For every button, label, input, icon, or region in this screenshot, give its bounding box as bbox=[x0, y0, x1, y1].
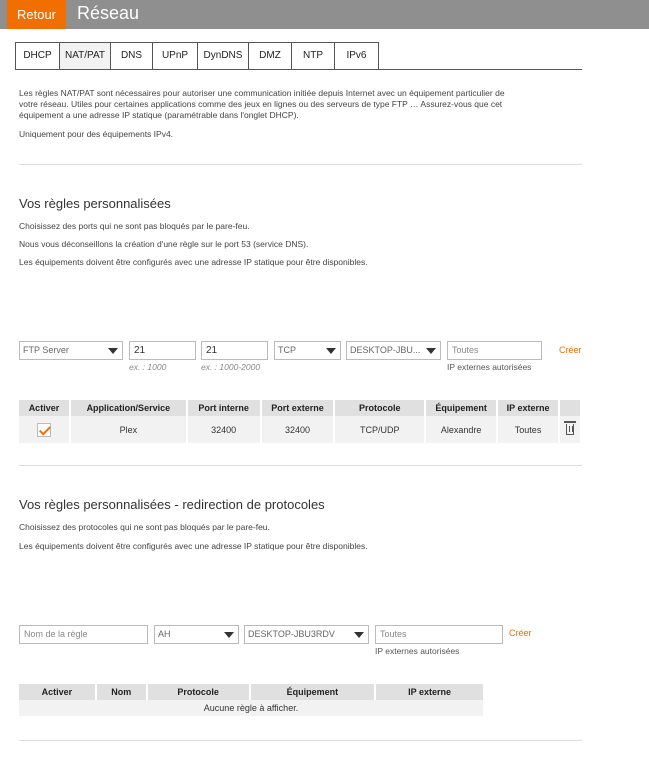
protocol-device-select[interactable] bbox=[244, 625, 369, 644]
col-equipement: Équipement bbox=[250, 684, 376, 700]
col-protocole: Protocole bbox=[334, 400, 425, 416]
col-equipement: Équipement bbox=[425, 400, 497, 416]
table-header-row bbox=[19, 400, 581, 416]
col-port-interne: Port interne bbox=[187, 400, 261, 416]
device-cell: Alexandre bbox=[425, 416, 497, 443]
protocol-type-select-value: AH bbox=[158, 629, 171, 639]
external-port-cell: 32400 bbox=[261, 416, 335, 443]
tab-dyndns[interactable]: DynDNS bbox=[197, 42, 248, 70]
tab-upnp[interactable]: UPnP bbox=[152, 42, 197, 70]
protocol-cell: TCP/UDP bbox=[334, 416, 425, 443]
rules-desc-2: Nous vous déconseillons la création d'une règle sur le port 53 (service DNS). bbox=[19, 239, 309, 249]
delete-cell bbox=[559, 416, 581, 443]
create-rule-button[interactable]: Créer bbox=[559, 345, 582, 355]
rules-desc-1: Choisissez des ports qui ne sont pas bloqués par le pare-feu. bbox=[19, 221, 250, 231]
chevron-down-icon bbox=[426, 348, 436, 354]
activate-cell bbox=[19, 416, 70, 443]
page-title: Réseau bbox=[77, 3, 140, 23]
external-ip-input[interactable]: Toutes bbox=[447, 341, 542, 360]
col-application: Application/Service bbox=[70, 400, 187, 416]
rules-table bbox=[19, 400, 582, 443]
external-port-input[interactable]: 21 bbox=[201, 341, 268, 360]
intro-line-3: équipement a une adresse IP statique (paramétrable dans l'onglet DHCP). bbox=[19, 110, 299, 120]
intro-ipv4-note: Uniquement pour des équipements IPv4. bbox=[19, 129, 174, 139]
tab-bar bbox=[15, 42, 379, 70]
tab-ntp[interactable]: NTP bbox=[291, 42, 334, 70]
application-select-value: FTP Server bbox=[23, 345, 69, 355]
protocols-section-title: Vos règles personnalisées - redirection de protocoles bbox=[19, 497, 325, 512]
tab-dns[interactable]: DNS bbox=[110, 42, 152, 70]
header-bar bbox=[0, 0, 649, 29]
chevron-down-icon bbox=[224, 632, 234, 638]
external-port-hint: ex. : 1000-2000 bbox=[201, 362, 261, 372]
rule-name-input[interactable]: Nom de la règle bbox=[19, 625, 148, 644]
protocol-select-value: TCP bbox=[278, 345, 296, 355]
tab-dmz[interactable]: DMZ bbox=[248, 42, 291, 70]
section-divider bbox=[19, 465, 582, 466]
protocol-select[interactable] bbox=[274, 341, 341, 360]
tab-dhcp[interactable]: DHCP bbox=[15, 42, 59, 70]
device-select-value: DESKTOP-JBU... bbox=[350, 345, 421, 355]
protocols-table bbox=[19, 684, 485, 716]
protocols-desc-1: Choisissez des protocoles qui ne sont pas bloqués par le pare-feu. bbox=[19, 522, 270, 532]
protocol-device-select-value: DESKTOP-JBU3RDV bbox=[248, 629, 335, 639]
chevron-down-icon bbox=[326, 348, 336, 354]
internal-port-hint: ex. : 1000 bbox=[129, 362, 167, 372]
table-header-row bbox=[19, 684, 484, 700]
protocol-external-ip-hint: IP externes autorisées bbox=[375, 646, 460, 656]
trash-icon[interactable] bbox=[566, 424, 574, 435]
col-port-externe: Port externe bbox=[261, 400, 335, 416]
col-ip-externe: IP externe bbox=[375, 684, 484, 700]
tabs-divider bbox=[15, 69, 582, 70]
internal-port-cell: 32400 bbox=[187, 416, 261, 443]
col-activer: Activer bbox=[19, 684, 96, 700]
application-cell: Plex bbox=[70, 416, 187, 443]
table-row bbox=[19, 700, 484, 716]
col-activer: Activer bbox=[19, 400, 70, 416]
section-divider bbox=[19, 740, 582, 741]
device-select[interactable] bbox=[346, 341, 441, 360]
intro-line-2: votre réseau. Utiles pour certaines applications comme des jeux en lignes ou des serveurs de type FTP … Assurez-vous que cet bbox=[19, 99, 503, 109]
col-actions bbox=[559, 400, 581, 416]
internal-port-input[interactable]: 21 bbox=[129, 341, 196, 360]
activate-checkbox[interactable] bbox=[37, 423, 51, 437]
empty-message: Aucune règle à afficher. bbox=[19, 700, 484, 716]
tab-ipv6[interactable]: IPv6 bbox=[334, 42, 379, 70]
back-button[interactable]: Retour bbox=[7, 0, 66, 29]
protocol-type-select[interactable] bbox=[154, 625, 239, 644]
ip-cell: Toutes bbox=[497, 416, 559, 443]
col-ip-externe: IP externe bbox=[497, 400, 559, 416]
application-select[interactable] bbox=[19, 341, 123, 360]
col-protocole: Protocole bbox=[147, 684, 250, 700]
table-row bbox=[19, 416, 581, 443]
protocols-desc-2: Les équipements doivent être configurés avec une adresse IP statique pour être disponibles. bbox=[19, 541, 368, 551]
create-protocol-rule-button[interactable]: Créer bbox=[509, 628, 532, 638]
protocol-external-ip-input[interactable]: Toutes bbox=[375, 625, 503, 644]
external-ip-hint: IP externes autorisées bbox=[447, 362, 532, 372]
chevron-down-icon bbox=[108, 348, 118, 354]
section-divider bbox=[19, 164, 582, 165]
intro-line-1: Les règles NAT/PAT sont nécessaires pour autoriser une communication initiée depuis Internet avec un équipement particulier de bbox=[19, 88, 505, 98]
rules-section-title: Vos règles personnalisées bbox=[19, 196, 171, 211]
col-nom: Nom bbox=[96, 684, 147, 700]
chevron-down-icon bbox=[354, 632, 364, 638]
rules-desc-3: Les équipements doivent être configurés avec une adresse IP statique pour être disponibles. bbox=[19, 257, 368, 267]
tab-nat-pat[interactable]: NAT/PAT bbox=[59, 42, 110, 70]
